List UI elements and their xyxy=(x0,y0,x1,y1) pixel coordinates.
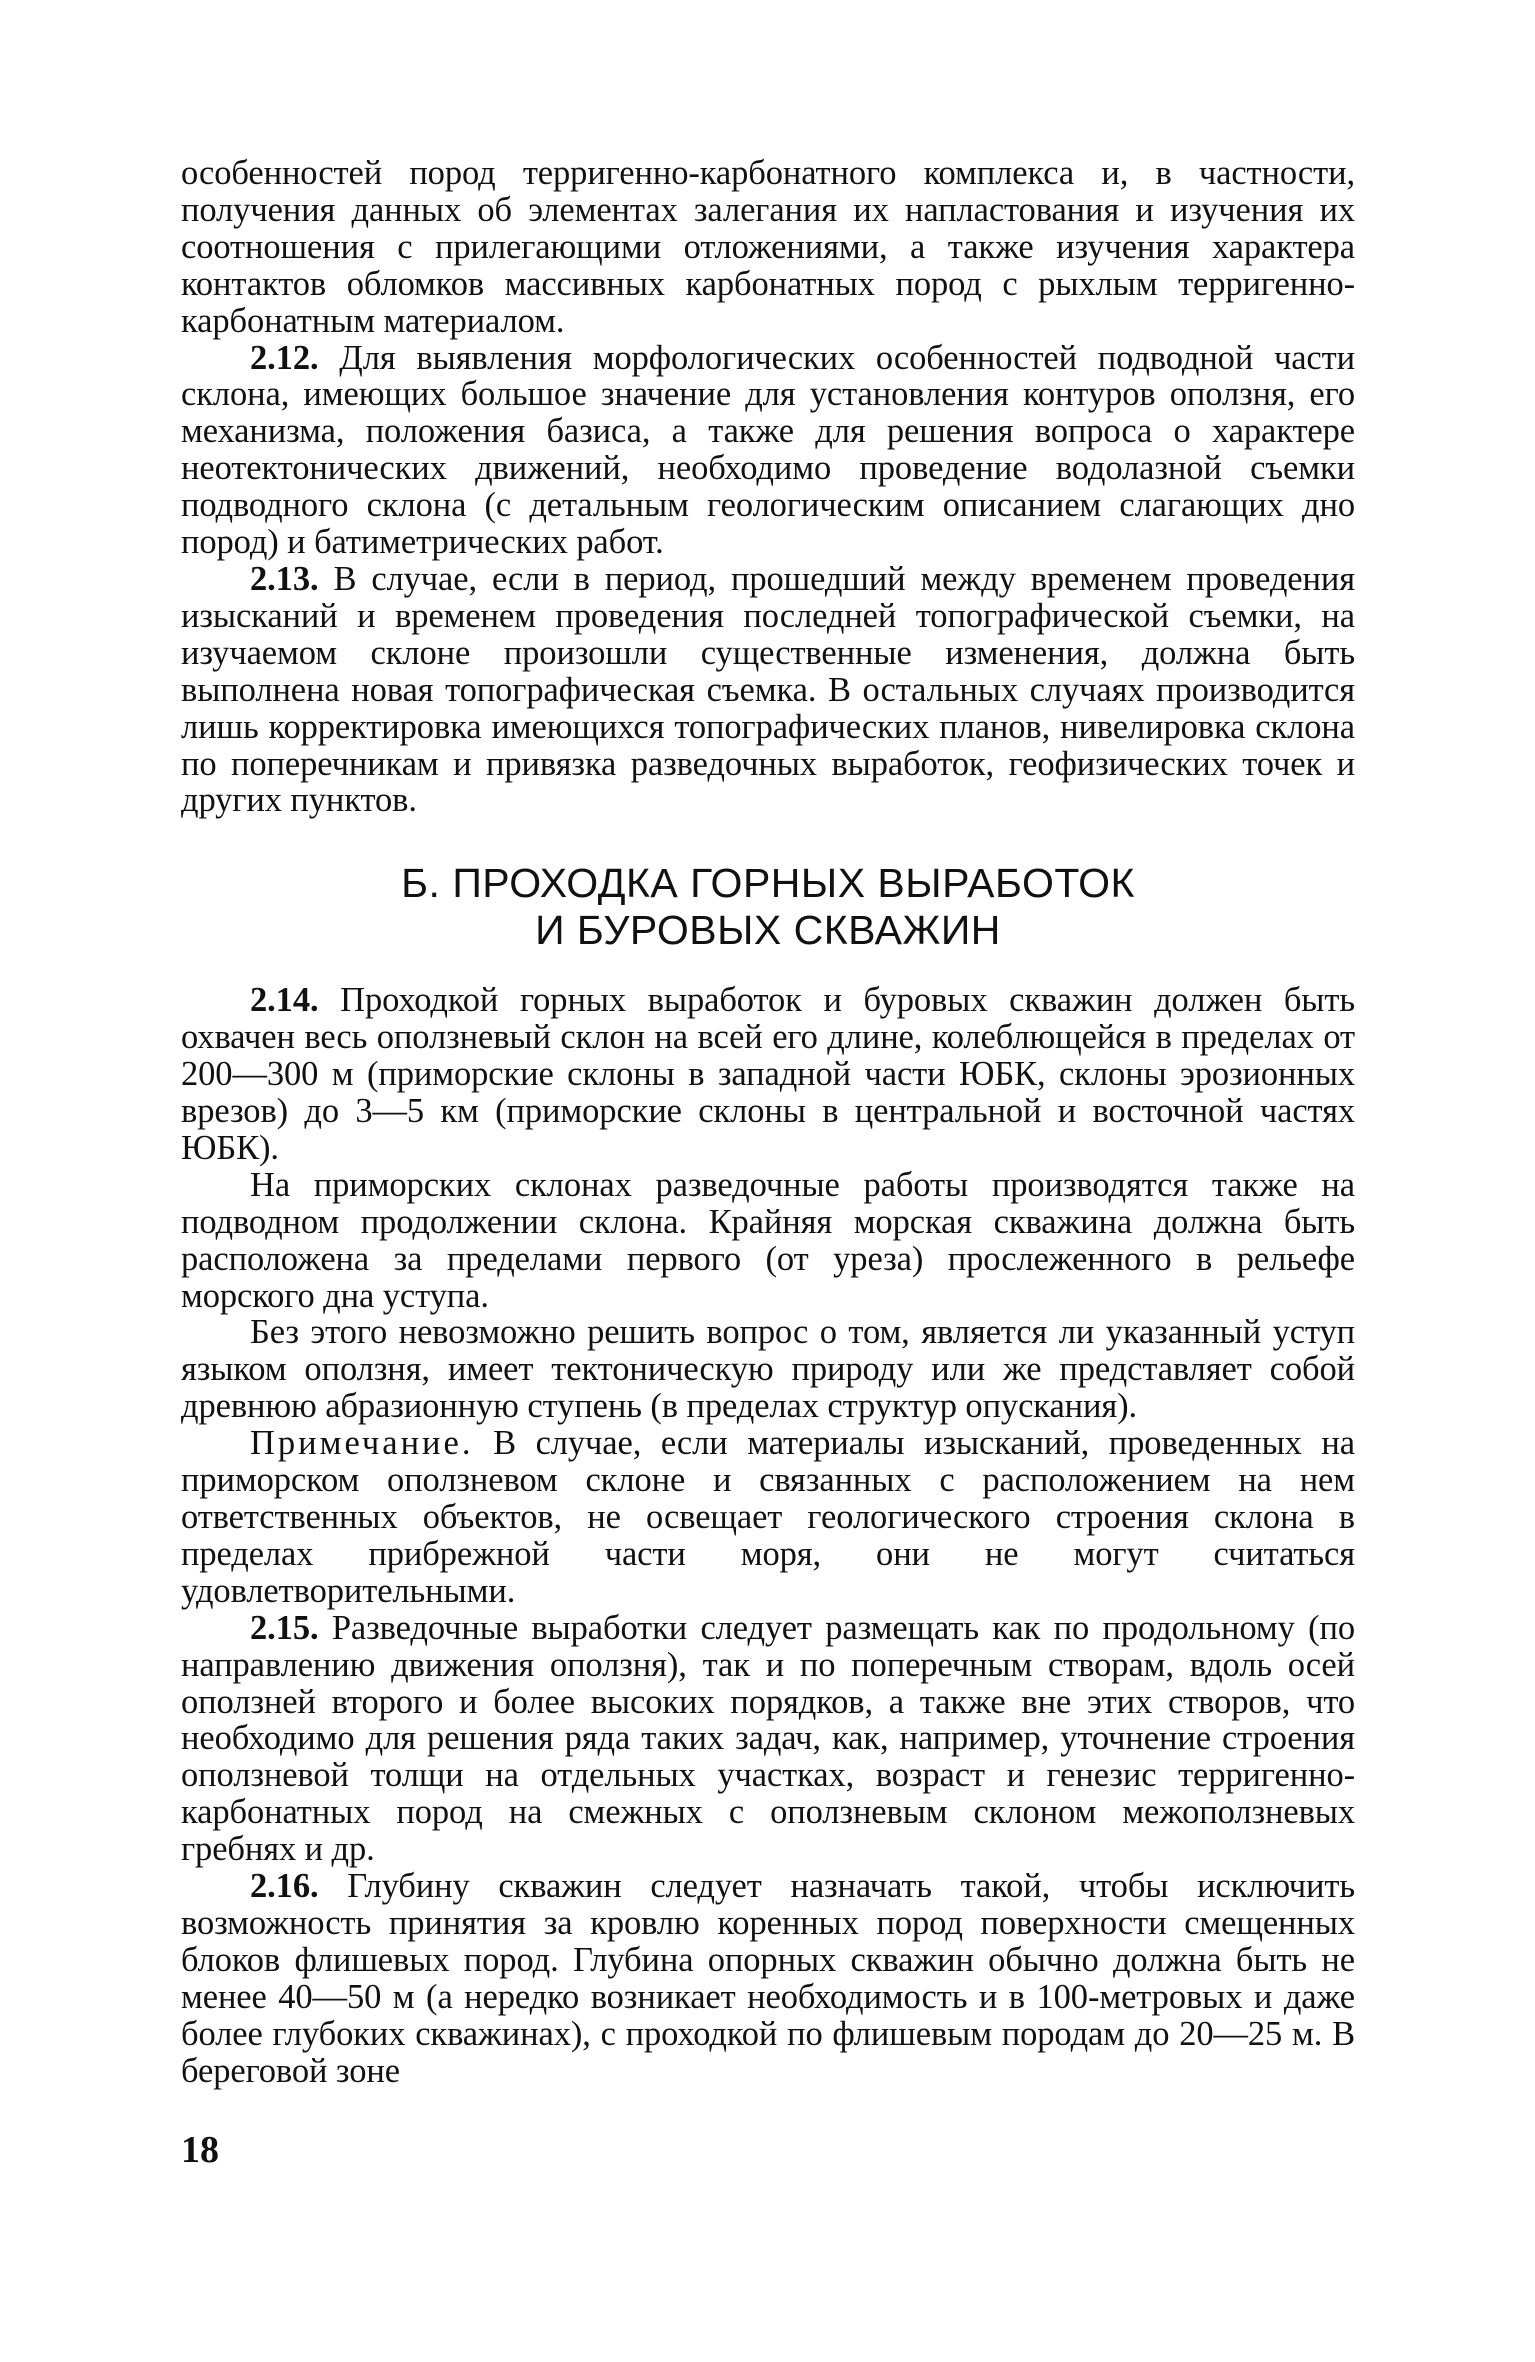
paragraph-2-12 xyxy=(181,340,1355,561)
paragraph-continued xyxy=(181,155,1355,340)
paragraph-text: Проходкой горных выработок и буровых скважин должен быть охвачен весь оползневый склон на всей его длине, колеблющейся в пределах от 200—300 м (приморские склоны в западной части ЮБК, склоны эрозионных врезов) до 3—5 км (приморские склоны в центральной и восточной частях ЮБК). xyxy=(181,981,1355,1167)
paragraph-text: В случае, если в период, прошедший между временем проведения изысканий и временем проведения последней топографической съемки, на изучаемом склоне произошли существенные изменения, должна быть выполнена новая топографическая съемка. В остальных случаях производится лишь корректировка имеющихся топографических планов, нивелировка склона по поперечникам и привязка разведочных выработок, геофизических точек и других пунктов. xyxy=(181,559,1355,820)
paragraph-seaside xyxy=(181,1167,1355,1315)
paragraph-text: На приморских склонах разведочные работы производятся также на подводном продолжении склона. Крайняя морская скважина должна быть расположена за пределами первого (от уреза) прослеженного в рельефе морского дна уступа. xyxy=(181,1165,1355,1315)
clause-number: 2.15. xyxy=(250,1608,319,1647)
paragraph-text: Для выявления морфологических особенностей подводной части склона, имеющих большое значение для установления контуров оползня, его механизма, положения базиса, а также для решения вопроса о характере неотектонических движений, необходимо проведение водолазной съемки подводного склона (с детальным геологическим описанием слагающих дно пород) и батиметрических работ. xyxy=(181,338,1355,562)
paragraph-text: особенностей пород терригенно-карбонатного комплекса и, в частности, получения данных об элементах залегания их напластования и изучения их соотношения с прилегающими отложениями, а также изучения характера контактов обломков массивных карбонатных пород с рыхлым терригенно-карбонатным материалом. xyxy=(181,154,1355,340)
clause-number: 2.16. xyxy=(250,1867,319,1906)
paragraph-2-14 xyxy=(181,982,1355,1167)
page-number: 18 xyxy=(181,2129,219,2171)
paragraph-text: Разведочные выработки следует размещать как по продольному (по направлению движения оползня), так и по поперечным створам, вдоль осей оползней второго и более высоких порядков, а также вне этих створов, что необходимо для решения ряда таких задач, как, например, уточнение строения оползневой толщи на отдельных участках, возраст и генезис терригенно-карбонатных пород на смежных с оползневым склоном межоползневых гребнях и др. xyxy=(181,1608,1355,1869)
paragraph-without-this xyxy=(181,1314,1355,1425)
note-label: Примечание. xyxy=(250,1424,474,1463)
paragraph-text: Глубину скважин следует назначать такой, чтобы исключить возможность принятия за кровлю коренных пород поверхности смещенных блоков флишевых пород. Глубина опорных скважин обычно должна быть не менее 40—50 м (а нередко возникает необходимость и в 100-метровых и даже более глубоких скважинах), с проходкой по флишевым породам до 20—25 м. В береговой зоне xyxy=(181,1867,1356,2090)
section-heading-line-2: И БУРОВЫХ СКВАЖИН xyxy=(535,907,1001,954)
note-text: В случае, если материалы изысканий, проведенных на приморском оползневом склоне и связанных с расположением на нем ответственных объектов, не освещает геологического строения склона в пределах прибрежной части моря, они не могут считаться удовлетворительными. xyxy=(181,1424,1355,1610)
paragraph-text: Без этого невозможно решить вопрос о том, является ли указанный уступ языком оползня, имеет тектоническую природу или же представляет собой древнюю абразионную ступень (в пределах структур опускания). xyxy=(181,1313,1355,1426)
note-paragraph xyxy=(181,1425,1355,1610)
section-heading-line-1: Б. ПРОХОДКА ГОРНЫХ ВЫРАБОТОК xyxy=(401,860,1135,907)
paragraph-2-15 xyxy=(181,1610,1355,1868)
text-column xyxy=(181,155,1355,2090)
clause-number: 2.14. xyxy=(250,981,319,1020)
clause-number: 2.12. xyxy=(250,338,319,377)
paragraph-2-13 xyxy=(181,561,1355,819)
section-heading xyxy=(181,860,1355,954)
paragraph-2-16 xyxy=(181,1868,1355,2089)
clause-number: 2.13. xyxy=(250,559,319,598)
